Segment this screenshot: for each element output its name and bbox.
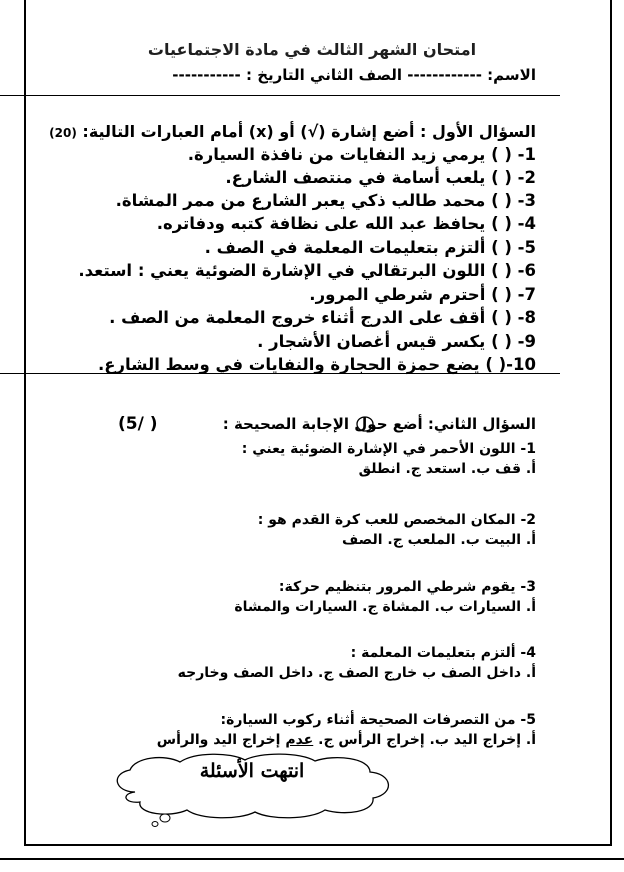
q2-choices-5-underlined: عدم [285,732,314,748]
q1-item-8: 8- ( ) أقف على الدرج أثناء خروج المعلمة من الصف . [109,308,536,327]
student-info-line: الاسم: ------------ الصف الثاني التاريخ : ----------- [172,66,536,84]
q1-item-7: 7- ( ) أحترم شرطي المرور. [309,285,536,304]
q2-choices-2: أ. البيت ب. الملعب ج. الصف [342,532,536,548]
q1-item-10: 10-( ) يضع حمزة الحجارة والنفايات في وسط الشارع. [97,355,536,374]
q1-item-4: 4- ( ) يحافظ عبد الله على نظافة كتبه ودفاتره. [156,214,536,233]
bottom-rule [0,858,624,860]
q2-choices-3: أ. السيارات ب. المشاة ج. السيارات والمشاة [234,599,536,615]
q2-choices-5-part-1: أ. إخراج اليد ب. إخراج الرأس ج. [313,732,536,748]
divider-top [0,95,560,96]
q2-choices-1: أ. قف ب. استعد ج. انطلق [358,461,536,477]
exam-title: امتحان الشهر الثالث في مادة الاجتماعيات [147,40,477,59]
q1-item-6: 6- ( ) اللون البرتقالي في الإشارة الضوئية يعني : استعد. [78,261,536,280]
q1-item-2: 2- ( ) يلعب أسامة في منتصف الشارع. [225,168,536,187]
q2-question-2: 2- المكان المخصص للعب كرة القدم هو : [257,512,536,528]
q2-choices-5-part-2: إخراج اليد والرأس [156,732,286,748]
q2-question-4: 4- ألتزم بتعليمات المعلمة : [350,645,536,661]
q1-item-9: 9- ( ) يكسر قيس أغصان الأشجار . [257,332,536,351]
q1-marks: (20) [49,126,77,140]
q2-heading: السؤال الثاني: أضع حول الإجابة الصحيحة : [222,415,536,433]
q1-heading [49,122,536,141]
end-of-questions-text: انتهت الأسئلة [199,760,305,782]
q2-question-1: 1- اللون الأحمر في الإشارة الضوئية يعني : [241,441,536,457]
q1-item-3: 3- ( ) محمد طالب ذكي يعبر الشارع من ممر المشاة. [115,191,536,210]
q2-choices-5 [157,732,536,748]
q2-question-3: 3- يقوم شرطي المرور بتنظيم حركة: [278,579,536,595]
q2-score: ( /5) [118,414,158,434]
circle-answer-icon [355,415,375,433]
divider-middle [0,373,560,374]
q1-heading-text: السؤال الأول : أضع إشارة (√) أو (x) أمام العبارات التالية: [82,122,536,141]
q1-item-5: 5- ( ) ألتزم بتعليمات المعلمة في الصف . [204,238,536,257]
q2-choices-4: أ. داخل الصف ب خارج الصف ج. داخل الصف وخارجه [177,665,536,681]
q2-question-5: 5- من التصرفات الصحيحة أثناء ركوب السيارة: [220,712,536,728]
q1-item-1: 1- ( ) يرمي زيد النفايات من نافذة السيارة. [187,145,536,164]
